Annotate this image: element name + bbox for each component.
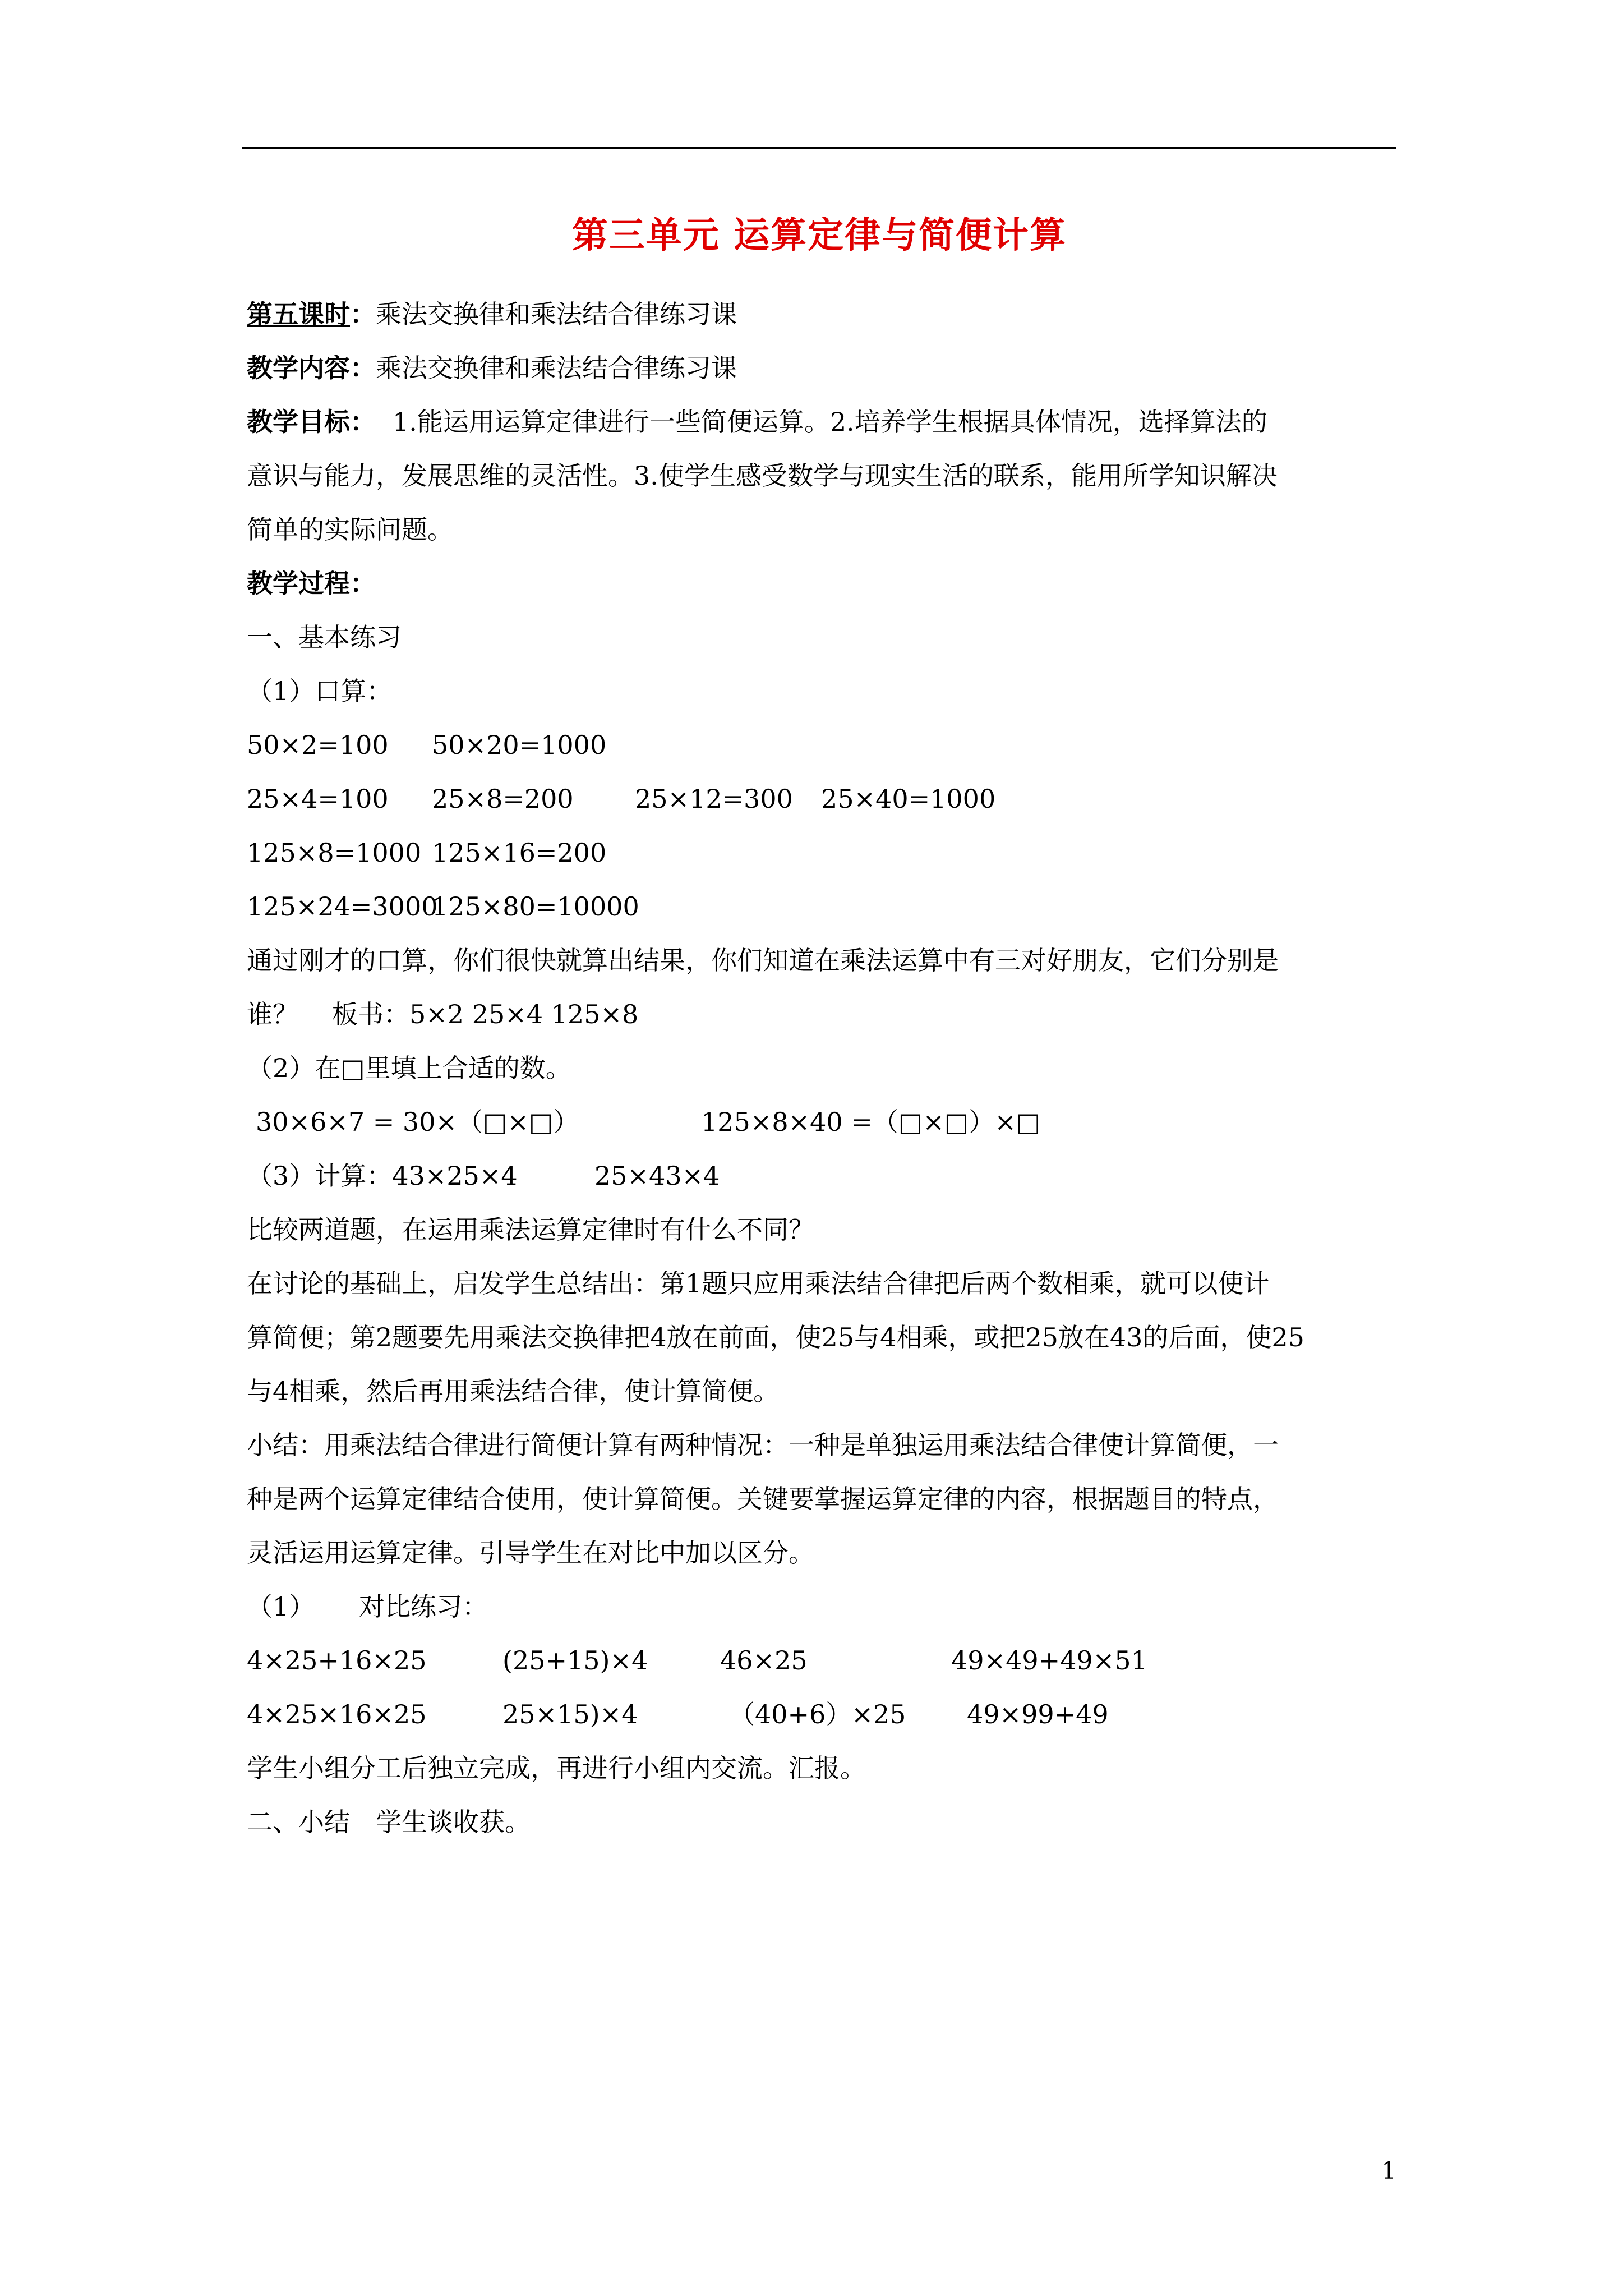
oral-item: 25×8=200: [432, 784, 574, 814]
contrast-item: 46×25: [720, 1645, 808, 1676]
oral-row-1: [247, 718, 1396, 772]
oral-item: 25×40=1000: [821, 784, 996, 814]
oral-item: 125×80=10000: [432, 891, 639, 922]
calc-label: （3）计算：43×25×4: [247, 1161, 518, 1191]
contrast-row-1: [247, 1634, 1396, 1687]
oral-item: 50×2=100: [247, 730, 389, 760]
oral-item: 25×4=100: [247, 784, 389, 814]
group-work-line: [247, 1741, 1396, 1795]
goals-label: 教学目标：: [247, 407, 376, 437]
contrast-item: 4×25+16×25: [247, 1645, 427, 1676]
contrast-item: (25+15)×4: [502, 1645, 648, 1676]
section-heading-basic: [247, 610, 1396, 664]
discussion-line-2: [247, 1310, 1396, 1364]
goals-line-3: [247, 503, 1396, 556]
goals-text-1: 1.能运用运算定律进行一些简便运算。2.培养学生根据具体情况，选择算法的: [393, 407, 1267, 437]
goals-text-3: 简单的实际问题。: [247, 514, 453, 545]
goals-text-2: 意识与能力，发展思维的灵活性。3.使学生感受数学与现实生活的联系，能用所学知识解决: [247, 461, 1278, 491]
calc-expr: 25×43×4: [594, 1161, 720, 1191]
lesson-label: 第五课时: [247, 299, 350, 329]
compare-line: [247, 1203, 1396, 1257]
oral-label: （1）口算：: [247, 676, 393, 706]
fill-equations-line: [247, 1095, 1396, 1149]
discussion-line-1: [247, 1257, 1396, 1310]
question-line-1: [247, 933, 1396, 987]
oral-item: 125×24=3000: [247, 891, 438, 922]
compare-text: 比较两道题，在运用乘法运算定律时有什么不同？: [247, 1214, 814, 1245]
section-heading-summary: [247, 1795, 1396, 1849]
contrast-label: 对比练习：: [359, 1591, 488, 1622]
summary-line-2: [247, 1472, 1396, 1526]
question-text-2: 谁？: [247, 999, 298, 1029]
summary-line-3: [247, 1526, 1396, 1580]
page-number: 1: [1381, 2157, 1396, 2184]
process-line: [247, 556, 1396, 610]
oral-item: 25×12=300: [635, 784, 793, 814]
question-text-1: 通过刚才的口算，你们很快就算出结果，你们知道在乘法运算中有三对好朋友，它们分别是: [247, 945, 1279, 976]
header-rule: [242, 147, 1396, 149]
summary-text-2: 种是两个运算定律结合使用，使计算简便。关键要掌握运算定律的内容，根据题目的特点，: [247, 1484, 1279, 1514]
calc-line: [247, 1149, 1396, 1203]
goals-line-2: [247, 449, 1396, 503]
content-value: 乘法交换律和乘法结合律练习课: [376, 353, 737, 383]
lesson-line: [247, 287, 1396, 341]
contrast-label-line: [247, 1580, 1396, 1634]
discussion-text-1: 在讨论的基础上，启发学生总结出：第1题只应用乘法结合律把后两个数相乘，就可以使计: [247, 1268, 1270, 1299]
section1-text: 一、基本练习: [247, 622, 402, 652]
contrast-item: 25×15)×4: [502, 1699, 638, 1729]
lesson-value: 乘法交换律和乘法结合律练习课: [376, 299, 737, 329]
oral-item: 50×20=1000: [432, 730, 607, 760]
content-label: 教学内容：: [247, 353, 376, 383]
question-line-2: [247, 987, 1396, 1041]
oral-row-4: [247, 880, 1396, 933]
oral-row-3: [247, 826, 1396, 880]
fill-label-line: [247, 1041, 1396, 1095]
fill-label: （2）在□里填上合适的数。: [247, 1053, 571, 1083]
group-work-text: 学生小组分工后独立完成，再进行小组内交流。汇报。: [247, 1753, 866, 1783]
document-body: [247, 287, 1396, 1849]
board-text: 板书：5×2 25×4 125×8: [332, 999, 639, 1029]
summary-text-3: 灵活运用运算定律。引导学生在对比中加以区分。: [247, 1538, 814, 1568]
contrast-num: （1）: [247, 1591, 315, 1622]
page-title: 第三单元 运算定律与简便计算: [571, 214, 1067, 256]
oral-label-line: [247, 664, 1396, 718]
summary-line-1: [247, 1418, 1396, 1472]
process-label: 教学过程：: [247, 568, 376, 599]
goals-line-1: [247, 395, 1396, 449]
oral-item: 125×8=1000: [247, 838, 422, 868]
discussion-text-3: 与4相乘，然后再用乘法结合律，使计算简便。: [247, 1376, 780, 1406]
contrast-row-2: [247, 1687, 1396, 1741]
contrast-item: （40+6）×25: [729, 1699, 906, 1729]
lesson-colon: ：: [350, 299, 376, 329]
oral-item: 125×16=200: [432, 838, 607, 868]
fill-equation: 125×8×40 =（□×□）×□: [701, 1107, 1041, 1137]
summary-text-1: 小结：用乘法结合律进行简便计算有两种情况：一种是单独运用乘法结合律使计算简便，一: [247, 1430, 1279, 1460]
oral-row-2: [247, 772, 1396, 826]
content-line: [247, 341, 1396, 395]
fill-equation: 30×6×7 = 30×（□×□）: [256, 1107, 579, 1137]
contrast-item: 49×49+49×51: [951, 1645, 1147, 1676]
contrast-item: 4×25×16×25: [247, 1699, 427, 1729]
discussion-text-2: 算简便；第2题要先用乘法交换律把4放在前面，使25与4相乘，或把25放在43的后面，使25: [247, 1322, 1304, 1352]
section2-text: 二、小结 学生谈收获。: [247, 1807, 531, 1837]
discussion-line-3: [247, 1364, 1396, 1418]
contrast-item: 49×99+49: [967, 1699, 1109, 1729]
